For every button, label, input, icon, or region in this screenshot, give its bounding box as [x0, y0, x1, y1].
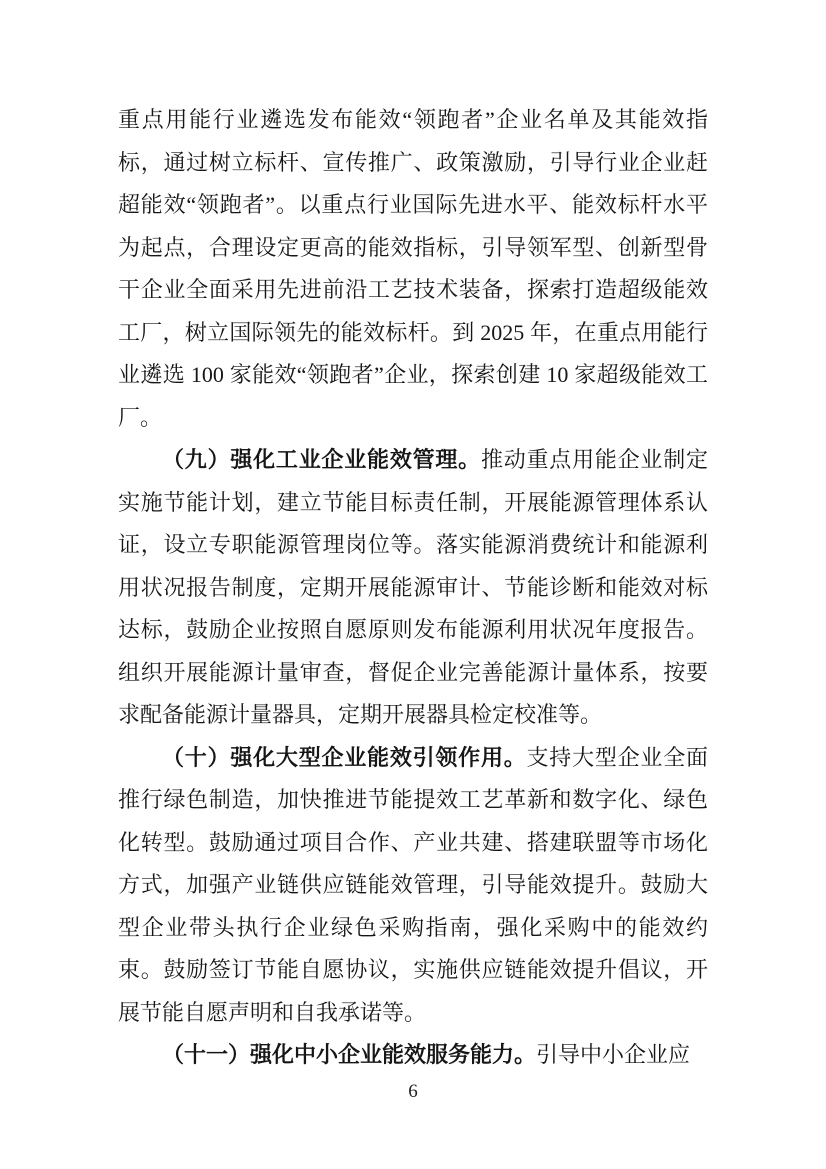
- section-heading: （九）强化工业企业能效管理。: [162, 447, 481, 472]
- paragraph-section-9: [118, 439, 708, 737]
- paragraph-text: 推动重点用能企业制定实施节能计划，建立节能目标责任制，开展能源管理体系认证，设立专职能源管理岗位等。落实能源消费统计和能源利用状况报告制度，定期开展能源审计、节能诊断和能效对标达标，鼓励企业按照自愿原则发布能源利用状况年度报告。组织开展能源计量审查，督促企业完善能源计量体系，按要求配备能源计量器具，定期开展器具检定校准等。: [118, 447, 708, 727]
- paragraph-text: 重点用能行业遴选发布能效“领跑者”企业名单及其能效指标，通过树立标杆、宣传推广、政策激励，引导行业企业赶超能效“领跑者”。以重点行业国际先进水平、能效标杆水平为起点，合理设定更高的能效指标，引导领军型、创新型骨干企业全面采用先进前沿工艺技术装备，探索打造超级能效工厂，树立国际领先的能效标杆。到 2025 年，在重点用能行业遴选 100 家能效“领跑者”企业，探索创建 10 家超级能效工厂。: [118, 107, 708, 430]
- section-heading: （十）强化大型企业能效引领作用。: [162, 744, 527, 770]
- section-heading: （十一）强化中小企业能效服务能力。: [162, 1042, 537, 1067]
- paragraph-text: 引导中小企业应: [536, 1042, 691, 1067]
- paragraph-continuation: [118, 99, 708, 439]
- document-body: [118, 99, 708, 1077]
- page-number: 6: [408, 1081, 418, 1102]
- paragraph-text: 支持大型企业全面推行绿色制造，加快推进节能提效工艺革新和数字化、绿色化转型。鼓励通过项目合作、产业共建、搭建联盟等市场化方式，加强产业链供应链能效管理，引导能效提升。鼓励大型企业带头执行企业绿色采购指南，强化采购中的能效约束。鼓励签订节能自愿协议，实施供应链能效提升倡议，开展节能自愿声明和自我承诺等。: [118, 744, 708, 1025]
- paragraph-section-10: [118, 737, 708, 1035]
- paragraph-section-11: [118, 1034, 708, 1077]
